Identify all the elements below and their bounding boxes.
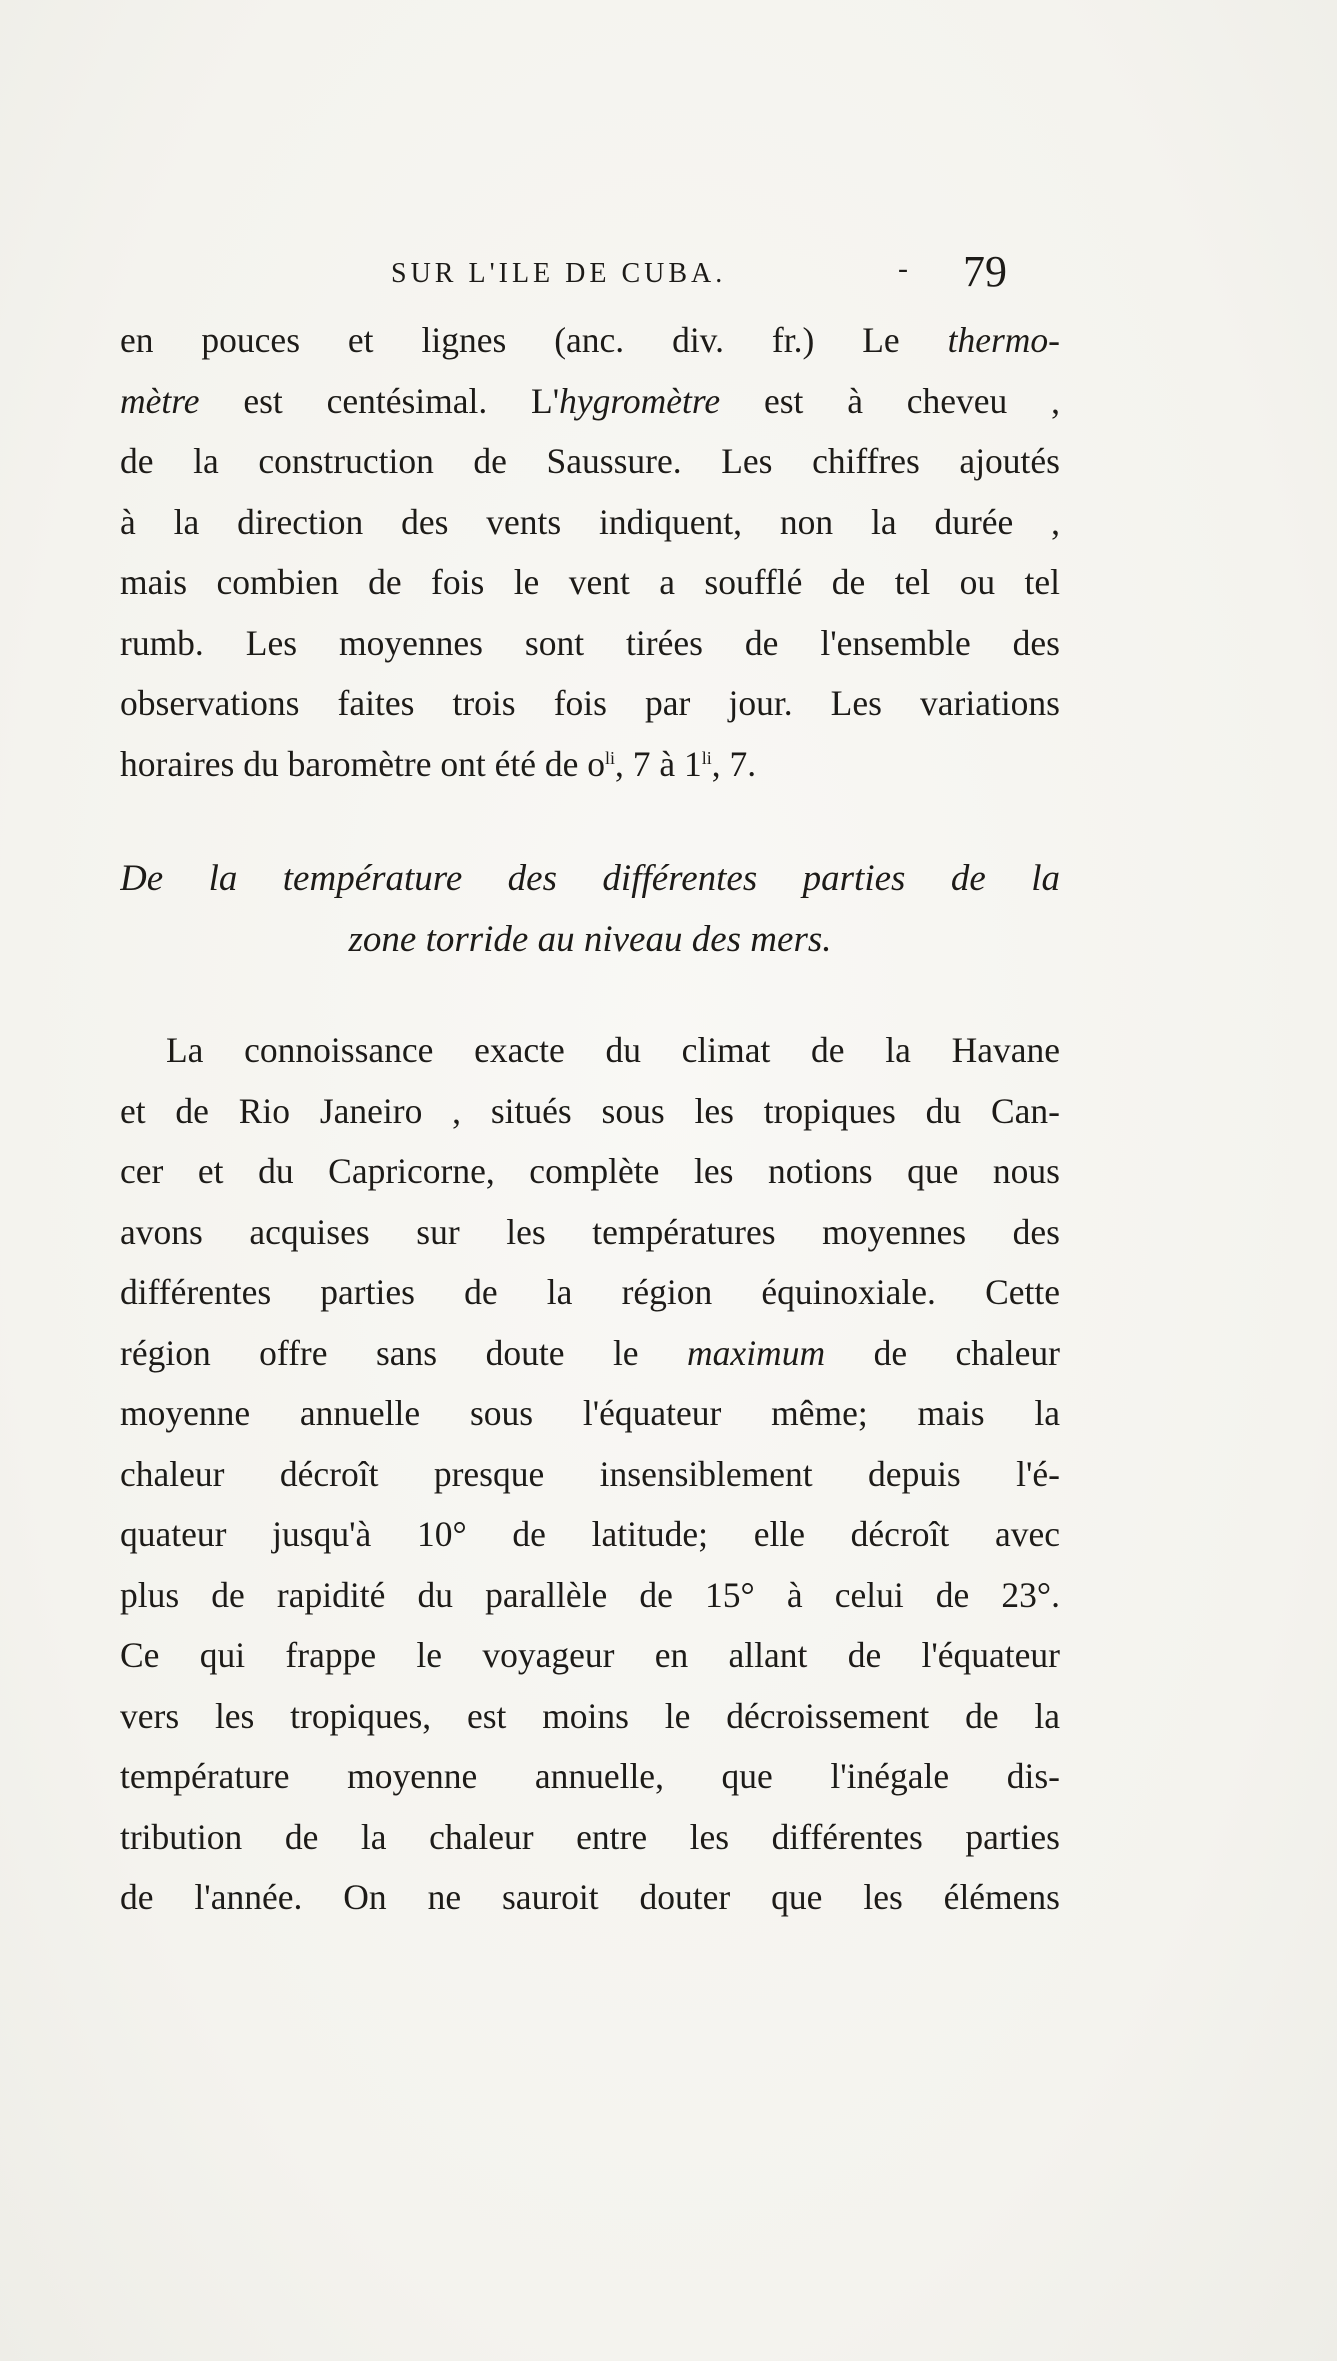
- text-line: La connoissance exacte du climat de la Havane: [166, 1030, 1060, 1070]
- text-line: chaleur décroît presque insensiblement depuis l'é-: [120, 1453, 1060, 1494]
- header-dash: -: [898, 252, 908, 285]
- text-line: en pouces et lignes (anc. div. fr.) Le thermo-: [120, 320, 1060, 360]
- heading-line-1: De la température des différentes parties de la: [120, 858, 1060, 899]
- text-line: tribution de la chaleur entre les différentes parties: [120, 1816, 1060, 1857]
- text-line: de la construction de Saussure. Les chiffres ajoutés: [120, 441, 1060, 481]
- text-line: Ce qui frappe le voyageur en allant de l'équateur: [120, 1635, 1060, 1675]
- text-line: différentes parties de la région équinoxiale. Cette: [120, 1272, 1060, 1312]
- text-line: région offre sans doute le maximum de chaleur: [120, 1332, 1060, 1373]
- text-line: vers les tropiques, est moins le décroissement de la: [120, 1695, 1060, 1736]
- paragraph-instruments: [120, 310, 1060, 794]
- section-heading: [120, 848, 1060, 969]
- heading-line-2: zone torride au niveau des mers.: [348, 918, 832, 960]
- text-line: mais combien de fois le vent a soufflé de tel ou tel: [120, 562, 1060, 602]
- text-line: mètre est centésimal. L'hygromètre est à cheveu ,: [120, 380, 1060, 421]
- page-header: [118, 246, 1058, 306]
- text-line: à la direction des vents indiquent, non la durée ,: [120, 501, 1060, 542]
- page-number: 79: [963, 247, 1007, 296]
- text-line: de l'année. On ne sauroit douter que les élémens: [120, 1877, 1060, 1917]
- text-line: observations faites trois fois par jour. Les variations: [120, 683, 1060, 723]
- text-line: horaires du baromètre ont été de $o^{li}$, 7 à $1^{li}$, 7.: [120, 743, 757, 784]
- text-line: température moyenne annuelle, que l'inégale dis-: [120, 1756, 1060, 1796]
- running-title: SUR L'ILE DE CUBA.: [391, 258, 727, 289]
- text-line: cer et du Capricorne, complète les notions que nous: [120, 1151, 1060, 1191]
- paragraph-climate: [120, 1020, 1060, 1928]
- text-line: rumb. Les moyennes sont tirées de l'ensemble des: [120, 622, 1060, 663]
- text-line: et de Rio Janeiro , situés sous les tropiques du Can-: [120, 1090, 1060, 1131]
- text-line: avons acquises sur les températures moyennes des: [120, 1211, 1060, 1252]
- text-line: moyenne annuelle sous l'équateur même; mais la: [120, 1393, 1060, 1433]
- text-line: quateur jusqu'à 10° de latitude; elle décroît avec: [120, 1514, 1060, 1554]
- text-line: plus de rapidité du parallèle de 15° à celui de 23°.: [120, 1574, 1060, 1615]
